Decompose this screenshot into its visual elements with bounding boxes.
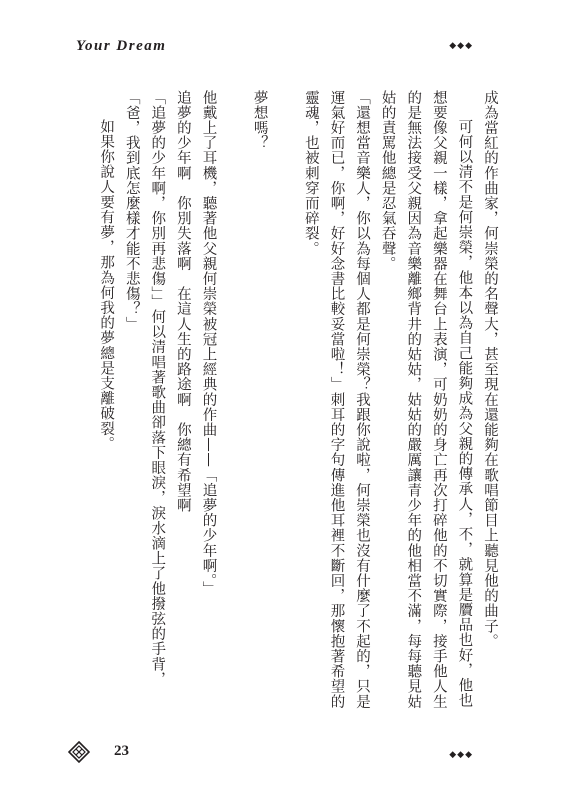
- blank-line: [272, 90, 298, 720]
- running-header-title: Your Dream: [76, 38, 167, 54]
- blank-line: [220, 90, 246, 720]
- paragraph: 「追夢的少年啊，你別再悲傷」」何以清唱著歌曲卻落下眼淚，淚水滴上了他撥弦的手背，: [149, 90, 166, 687]
- vertical-body-text: [72, 90, 502, 720]
- paragraph: 夢想嗎？: [251, 90, 268, 151]
- page-number: 23: [114, 743, 129, 759]
- dialogue-paragraph: 「還想當音樂人，你以為每個人都是何崇榮？我跟你說啦，何崇榮也沒有什麼了不起的，只是運氣好而已，你啊，好好念書比較妥當啦！」刺耳的字句傳進他耳裡不斷回，那懷抱著希望的靈魂，也被刺穿而碎裂。: [302, 90, 371, 710]
- footer-diamond-ornament: ◆◆◆: [449, 750, 473, 760]
- header-diamond-ornament: ◆◆◆: [449, 41, 473, 51]
- paragraph: 他戴上了耳機，聽著他父親何崇榮被冠上經典的作曲——「追夢的少年啊。」: [200, 90, 217, 597]
- dialogue-paragraph: 「爸，我到底怎麼樣才能不悲傷？」: [123, 90, 140, 332]
- diamond-emblem-icon: [68, 741, 90, 763]
- paragraph: 如果你說人要有夢，那為何我的夢總是支離破裂。: [98, 119, 115, 452]
- lyric-line: 追夢的少年啊 你別失落啊 在這人生的路途啊 你總有希望啊: [174, 90, 191, 513]
- paragraph: 成為當紅的作曲家，何崇榮的名聲大，甚至現在還能夠在歌唱節目上聽見他的曲子。: [482, 90, 498, 649]
- paragraph: 可何以清不是何崇榮，他本以為自己能夠成為父親的傳承人，不，就算是贗品也好，他也想要像父親一樣，拿起樂器在舞台上表演，可奶奶的身亡再次打碎他的不切實際，接手他人生的是無法接受父親因為音樂離鄉背井的姑姑，姑姑的嚴厲讓青少年的他相當不滿，每每聽見姑姑的責罵他總是忍氣吞聲。: [379, 90, 473, 710]
